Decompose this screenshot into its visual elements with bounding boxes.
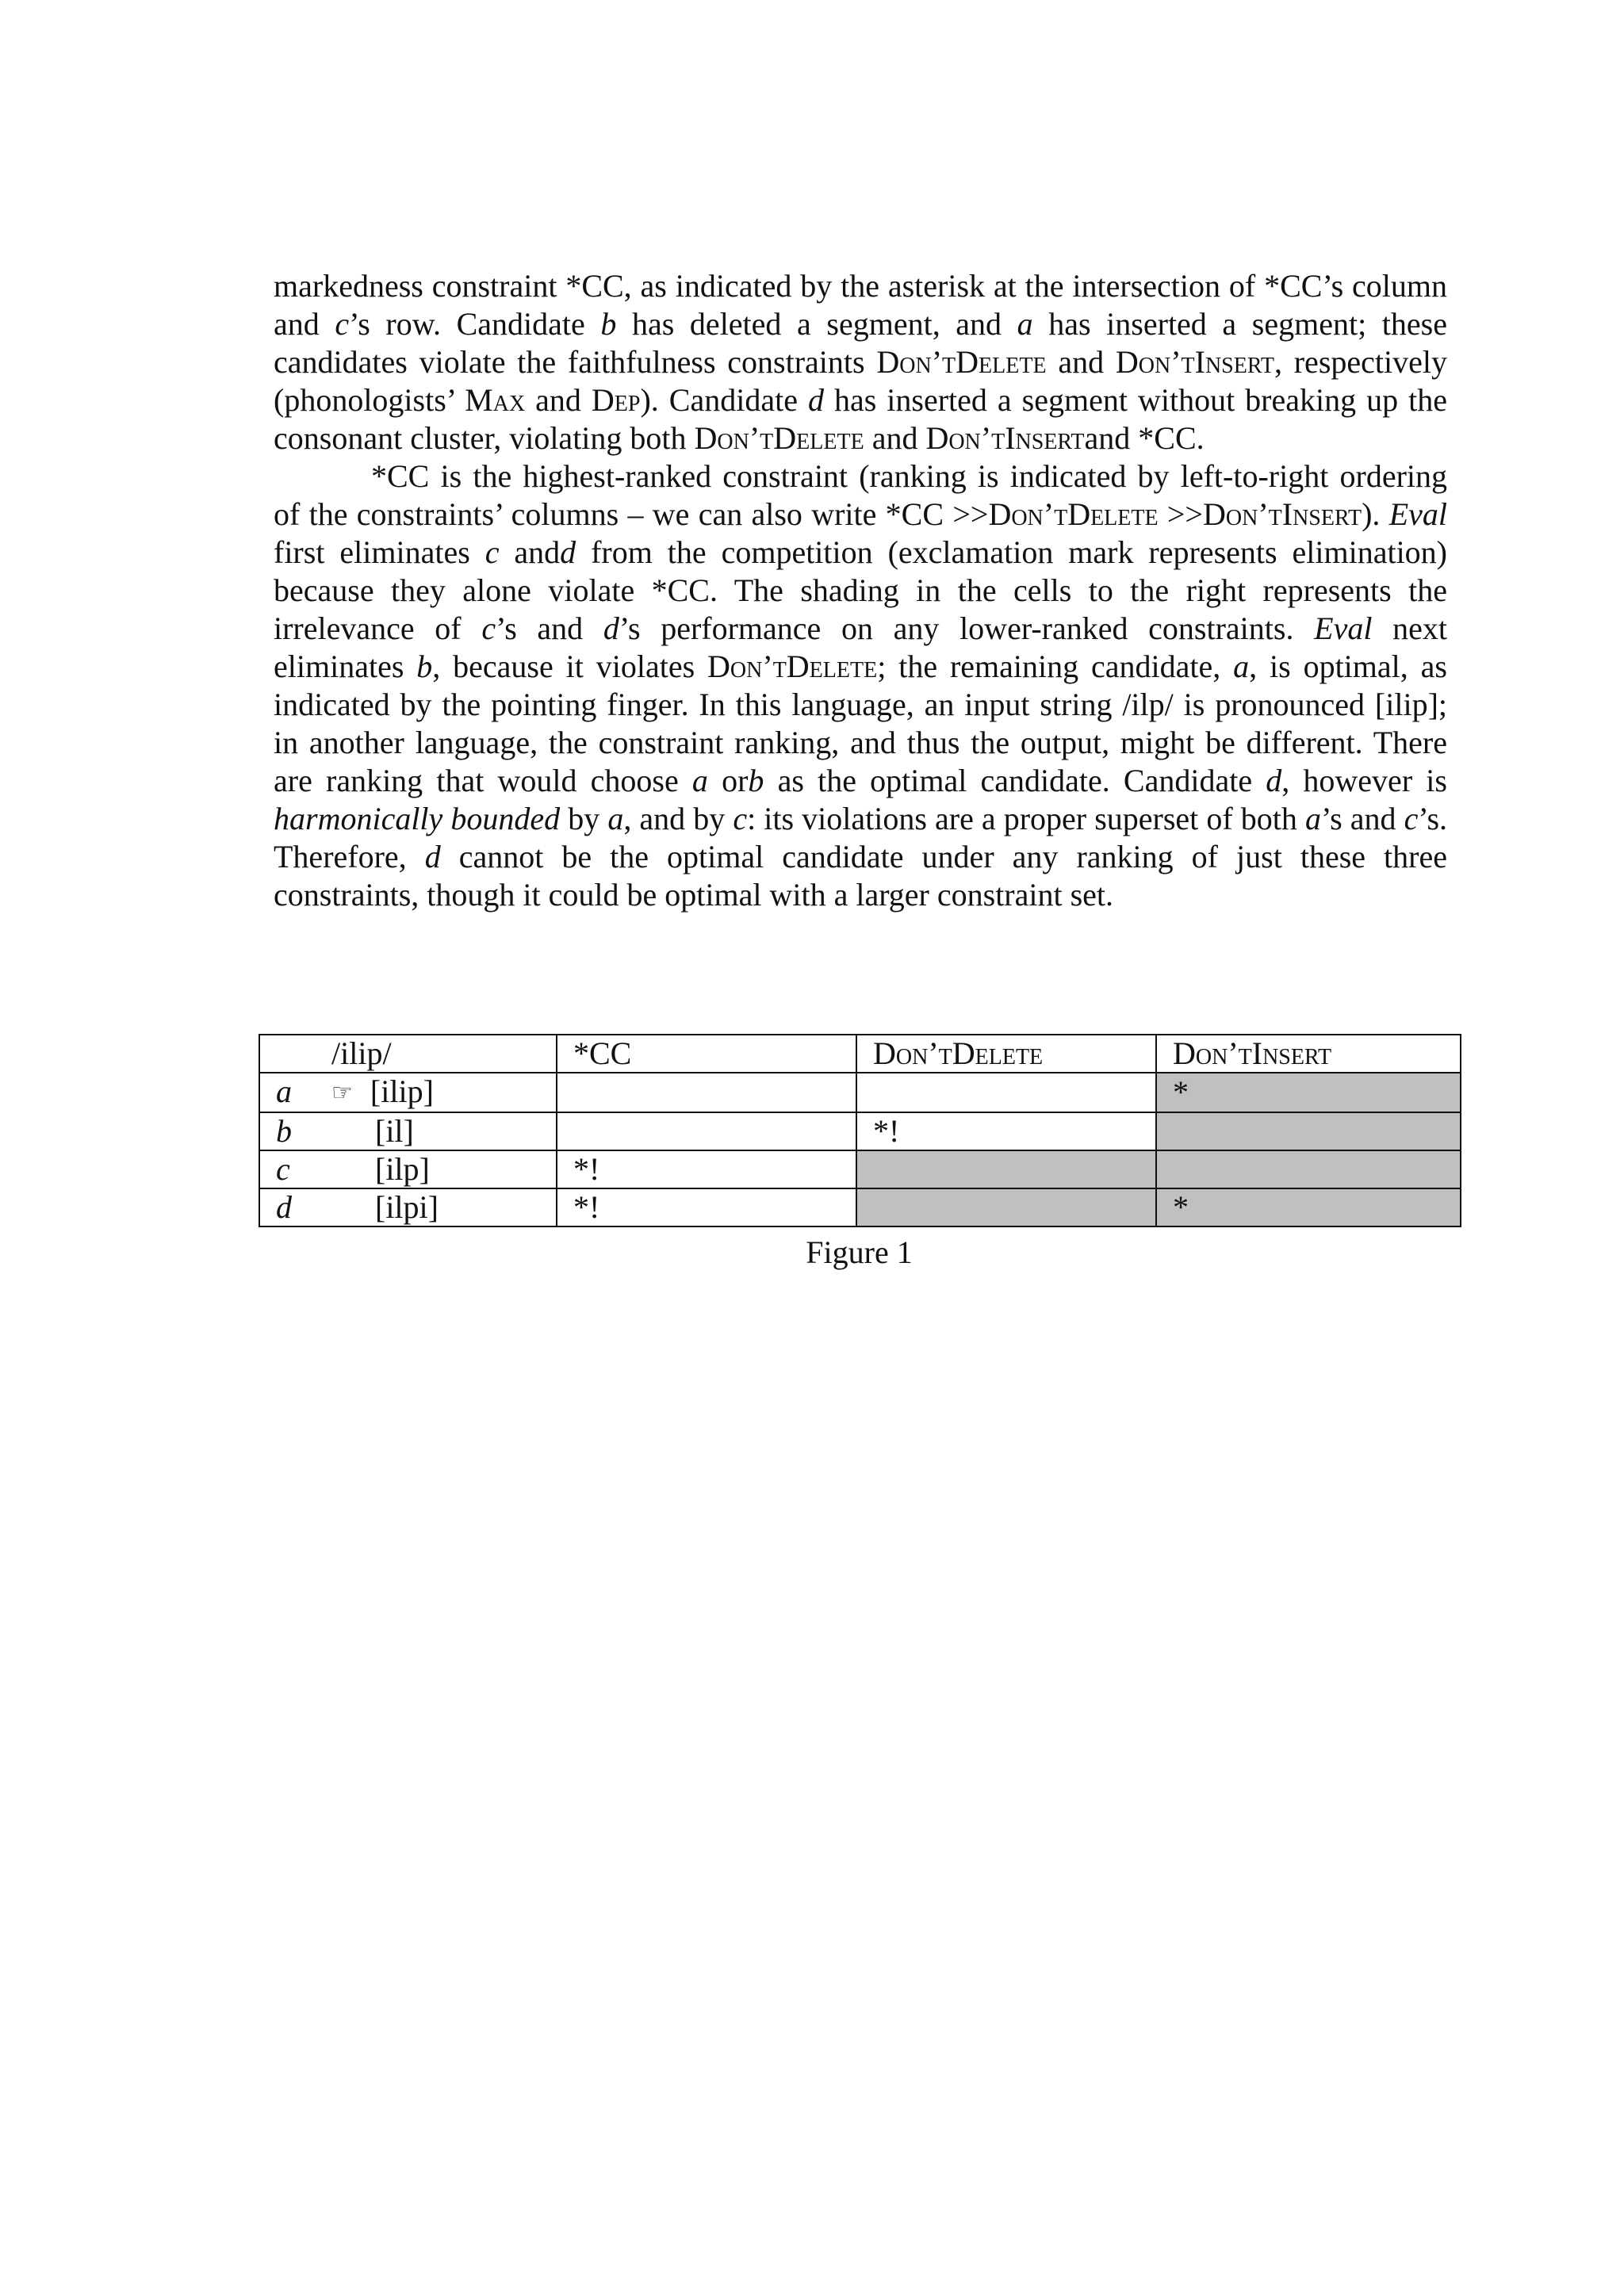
candidate-form: [il] xyxy=(375,1113,414,1149)
violation-cell: *! xyxy=(557,1150,856,1188)
candidate-form: [ilpi] xyxy=(375,1189,439,1225)
candidate-letter: b xyxy=(276,1113,292,1149)
violation-cell xyxy=(557,1112,856,1150)
tableau-input: /ilip/ xyxy=(331,1035,392,1071)
candidate-label-cell xyxy=(259,1150,557,1188)
violation-cell: * xyxy=(1156,1188,1461,1226)
figure-caption: Figure 1 xyxy=(806,1234,913,1270)
candidate-letter: c xyxy=(276,1151,290,1187)
violation-cell: * xyxy=(1156,1073,1461,1112)
body-text xyxy=(274,267,1447,914)
candidate-form: [ilp] xyxy=(375,1151,430,1187)
constraint-name: Don’tInsert xyxy=(1173,1035,1332,1071)
violation-cell xyxy=(856,1073,1156,1112)
paragraph-1: markedness constraint *CC, as indicated by the asterisk at the intersection of *CC’s column and c’s row. Candidate b has deleted a segment, and a has inserted a segment; these candidates violate the faithfulness constraints Don’tDelete and Don’tInsert, respectively (phonologists’ Max and Dep). Candidate d has inserted a segment without breaking up the consonant cluster, violating both Don’tDelete and Don’tInsertand *CC. xyxy=(274,268,1447,456)
paragraph-2: *CC is the highest-ranked constraint (ranking is indicated by left-to-right ordering of the constraints’ columns – we can also write *CC >>Don’tDelete >>Don’tInsert). Eval first eliminates c andd from the competition (exclamation mark represents elimination) because they alone violate *CC. The shading in the cells to the right represents the irrelevance of c’s and d’s performance on any lower-ranked constraints. Eval next eliminates b, because it violates Don’tDelete; the remaining candidate, a, is optimal, as indicated by the pointing finger. In this language, an input string /ilp/ is pronounced [ilip]; in another language, the constraint ranking, and thus the output, might be different. There are ranking that would choose a orb as the optimal candidate. Candidate d, however is harmonically bounded by a, and by c: its violations are a proper superset of both a’s and c’s. Therefore, d cannot be the optimal candidate under any ranking of just these three constraints, though it could be optimal with a larger constraint set. xyxy=(274,458,1448,913)
candidate-label-cell xyxy=(259,1073,557,1112)
candidate-letter: a xyxy=(276,1073,292,1109)
tableau-input-cell xyxy=(259,1035,557,1073)
tableau-header-row xyxy=(259,1035,1461,1073)
violation-cell xyxy=(1156,1112,1461,1150)
candidate-row-b xyxy=(259,1112,1461,1150)
violation-cell xyxy=(856,1188,1156,1226)
violation-cell xyxy=(1156,1150,1461,1188)
candidate-label-cell xyxy=(259,1188,557,1226)
violation-cell: *! xyxy=(856,1112,1156,1150)
constraint-header-dontinsert xyxy=(1156,1035,1461,1073)
constraint-header-dontdelete xyxy=(856,1035,1156,1073)
constraint-name: Don’tDelete xyxy=(873,1035,1044,1071)
violation-cell xyxy=(557,1073,856,1112)
candidate-row-d xyxy=(259,1188,1461,1226)
candidate-label-cell xyxy=(259,1112,557,1150)
ot-tableau xyxy=(259,1034,1461,1227)
constraint-name: *CC xyxy=(573,1035,632,1071)
constraint-header-cc xyxy=(557,1035,856,1073)
candidate-row-a xyxy=(259,1073,1461,1112)
violation-cell: *! xyxy=(557,1188,856,1226)
candidate-row-c xyxy=(259,1150,1461,1188)
candidate-form: [ilip] xyxy=(370,1073,434,1109)
candidate-letter: d xyxy=(276,1189,292,1225)
pointing-finger-icon: ☞ xyxy=(331,1080,353,1106)
violation-cell xyxy=(856,1150,1156,1188)
